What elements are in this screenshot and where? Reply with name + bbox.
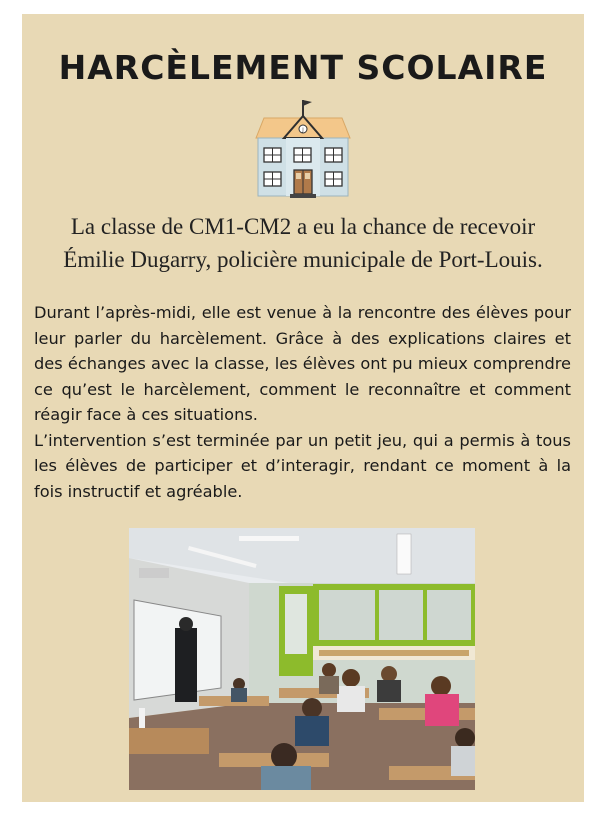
body-text — [34, 300, 571, 504]
paragraph-2: L’intervention s’est terminée par un petit jeu, qui a permis à tous les élèves de participer et d’interagir, rendant ce moment à la fois instructif et agréable. — [34, 430, 571, 501]
subtitle-line-2: Émilie Dugarry, policière municipale de Port-Louis. — [63, 247, 543, 272]
paragraph-1: Durant l’après-midi, elle est venue à la rencontre des élèves pour leur parler du harcèlement. Grâce à des explications claires et des échanges avec la classe, les élèves ont pu mieux comprendre ce qu’est le harcèlement, comment le reconnaître et comment réagir face à ces situations. — [34, 303, 571, 424]
subtitle-line-1: La classe de CM1-CM2 a eu la chance de recevoir — [70, 214, 536, 239]
subtitle — [22, 210, 584, 276]
school-building-icon — [234, 98, 372, 202]
clock-label: J — [302, 127, 304, 134]
page-title: HARCÈLEMENT SCOLAIRE — [58, 48, 548, 87]
classroom-photo — [129, 528, 475, 790]
poster — [22, 14, 584, 802]
